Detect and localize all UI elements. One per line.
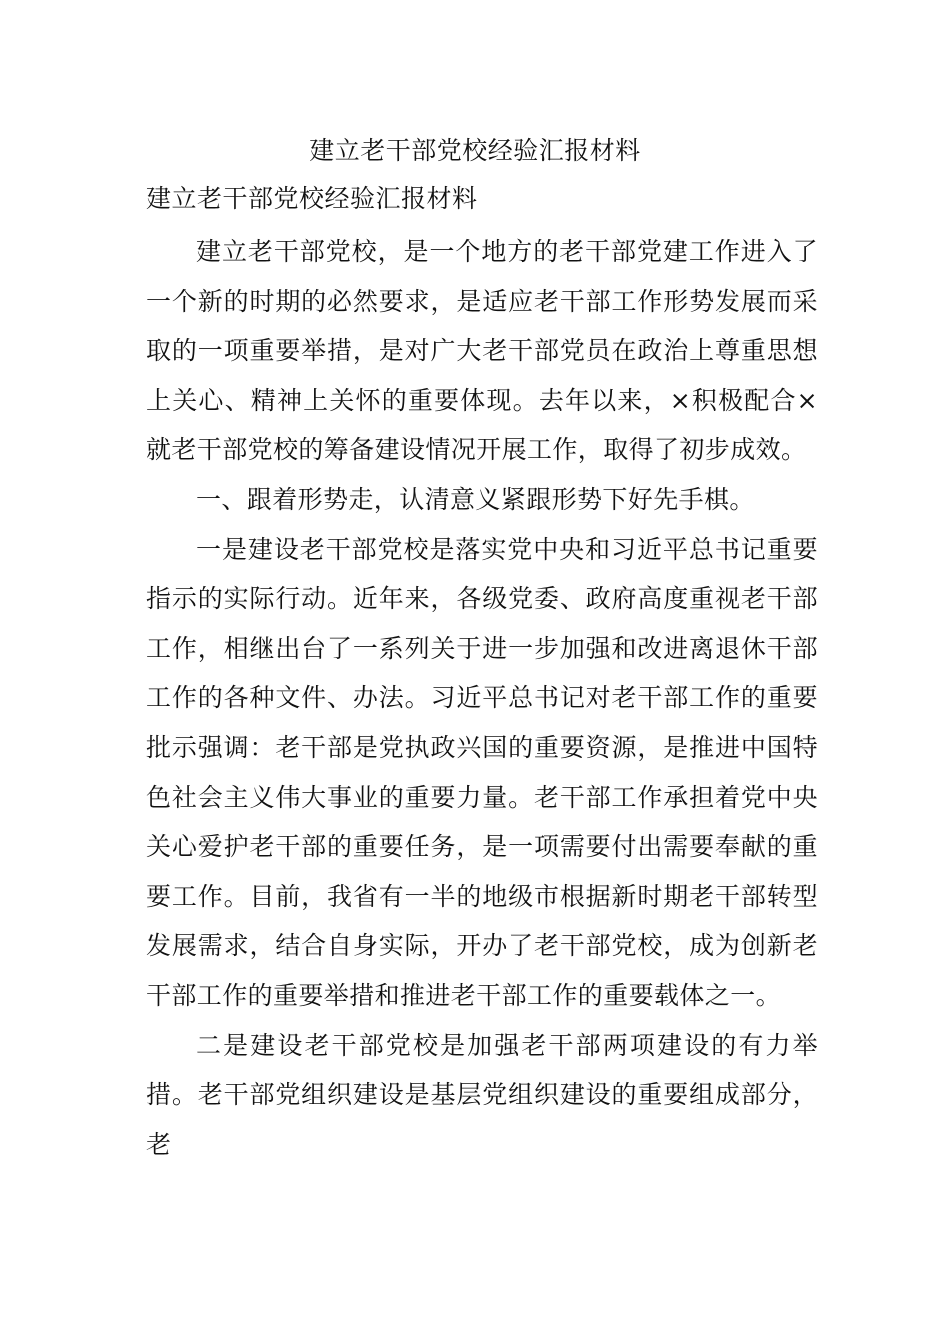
paragraph-point-2: 二是建设老干部党校是加强老干部两项建设的有力举措。老干部党组织建设是基层党组织建设的重要组成部分，老 bbox=[146, 1030, 818, 1159]
document-subtitle: 建立老干部党校经验汇报材料 bbox=[146, 184, 478, 213]
document-body bbox=[146, 227, 818, 1169]
document-title: 建立老干部党校经验汇报材料 bbox=[309, 136, 641, 165]
paragraph-point-1: 一是建设老干部党校是落实党中央和习近平总书记重要指示的实际行动。近年来，各级党委、政府高度重视老干部工作，相继出台了一系列关于进一步加强和改进离退休干部工作的各种文件、办法。习近平总书记对老干部工作的重要批示强调：老干部是党执政兴国的重要资源，是推进中国特色社会主义伟大事业的重要力量。老干部工作承担着党中央关心爱护老干部的重要任务，是一项需要付出需要奉献的重要工作。目前，我省有一半的地级市根据新时期老干部转型发展需求，结合自身实际，开办了老干部党校，成为创新老干部工作的重要举措和推进老干部工作的重要载体之一。 bbox=[146, 534, 818, 1010]
section-heading-1: 一、跟着形势走，认清意义紧跟形势下好先手棋。 bbox=[196, 484, 755, 514]
paragraph-intro: 建立老干部党校，是一个地方的老干部党建工作进入了一个新的时期的必然要求，是适应老干部工作形势发展而采取的一项重要举措，是对广大老干部党员在政治上尊重思想上关心、精神上关怀的重要体现。去年以来，×积极配合×就老干部党校的筹备建设情况开展工作，取得了初步成效。 bbox=[146, 237, 818, 465]
